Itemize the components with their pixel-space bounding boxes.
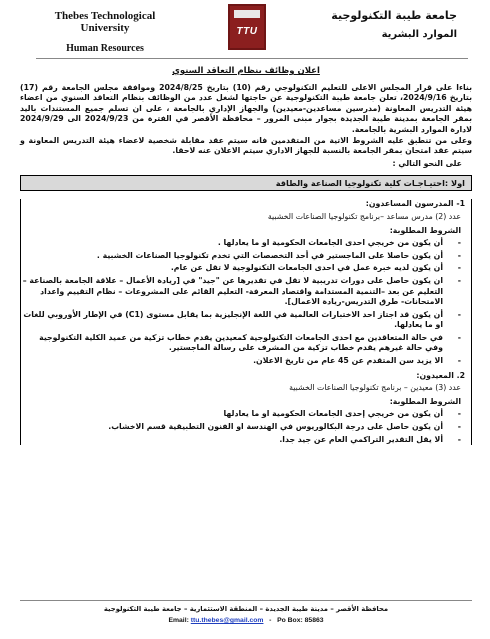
logo-graduation-cap-icon <box>234 10 260 18</box>
condition-item: - ان يكون حاصل على دورات تدريبية لا تقل في تقديرها عن "جيد" في [ريادة الأعمال – علاقة الجامعة بالصناعة – التعليم عن بعد –التنمية المستدامة واقتصاد المعرفة- التعليم القائم على المشروعات – نظام التقييم واعداد الامتحانات- طرق التدريس-ريادة الاعمال]. <box>21 276 443 308</box>
footer <box>20 604 472 626</box>
footer-divider <box>20 600 472 601</box>
email-link[interactable]: ttu.thebes@gmail.com <box>190 617 264 624</box>
condition-item: - أن يكون قد اجتاز احد الاختبارات العالمية في اللغة الإنجليزية بما يقابل مستوى (C1) في الإطار الأوروبي للغات او ما يعادلها. <box>21 310 443 331</box>
footer-address: محافظة الأقصر – مدينة طيبة الجديدة – المنطقة الاستثمارية – جامعة طيبة التكنولوجية <box>103 605 389 613</box>
pobox: Po Box: 85863 <box>277 617 324 624</box>
department-name-en: Human Resources <box>66 43 144 54</box>
group-heading: 1- المدرسون المساعدون: <box>365 199 465 209</box>
intro-paragraph: وعلى من تنطبق عليه الشروط الاتية من المتقدمين فانه سيتم عقد مقابلة شخصية لاعضاء هيئة التدريس المعاونة و سيتم عقد امتحان بمقر الجامعة بالنسبة للجهاز الاداري سيتم الاعلان عنه لاحقا. <box>20 135 472 156</box>
condition-item: - أن يكون حاصلا على الماجستير في أحد التخصصات التي تخدم تكنولوجيا الصناعات الخشبية . <box>21 251 443 262</box>
announcement-body <box>20 66 472 447</box>
conditions-heading: الشروط المطلوبة: <box>389 396 461 406</box>
conditions-heading: الشروط المطلوبة: <box>389 225 461 235</box>
header-divider <box>36 58 468 59</box>
condition-item: - الا يزيد سن المتقدم عن 45 عام من تاريخ الاعلان. <box>21 356 443 367</box>
university-logo <box>228 4 266 50</box>
footer-contact: Email: ttu.thebes@gmail.com - Po Box: 85863 <box>168 617 324 624</box>
university-name-ar: جامعة طيبة التكنولوجية <box>331 9 457 22</box>
condition-item: - ألا يقل التقدير التراكمي العام عن جيد جدا. <box>21 435 443 446</box>
email-label: Email: <box>168 617 189 624</box>
intro-paragraphs <box>20 83 472 157</box>
condition-item: - أن يكون من خريجي احدى الجامعات الحكومية او ما يعادلها . <box>21 238 443 249</box>
conditions-list <box>21 238 471 367</box>
lead-line: على النحو التالي : <box>392 158 462 168</box>
condition-item: - أن يكون حاصل على درجة البكالوريوس في الهندسة او الفنون التطبيقية قسم الاخشاب. <box>21 422 443 433</box>
conditions-list <box>21 409 471 445</box>
intro-paragraph: بناءا على قرار المجلس الاعلى للتعليم التكنولوجي رقم (10) بتاريخ 2024/8/25 وموافقة مجلس الجامعة رقم (17) بتاريخ 2024/9/16، تعلن جامعة طيبة التكنولوجية عن حاجتها لشغل عدد من الوظائف بنظام التعاقد السنوي من اعضاء هيئة التدريس المعاونة (مدرسين مساعدين-معيدين) والجهاز الإداري بالجامعة ، على ان تسلم جميع المستندات باليد بمقر الجامعة بمدينة طيبة الجديدة بجوار مبنى المرور – محافظة الأقصر في الفترة من 2024/9/23 الى 2024/9/29 لادارة الموارد البشرية بالجامعة. <box>20 82 472 134</box>
header-english <box>30 10 180 54</box>
header-arabic <box>327 9 457 40</box>
logo-text: TTU <box>236 26 258 37</box>
condition-item: - أن يكون من خريجي إحدى الجامعات الحكومية او ما يعادلها <box>21 409 443 420</box>
condition-item: - أن يكون لديه خبرة عمل في احدى الجامعات التكنولوجية لا تقل عن عام. <box>21 263 443 274</box>
department-name-ar: الموارد البشرية <box>381 29 457 40</box>
group-note: عدد (2) مدرس مساعد –برنامج تكنولوجيا الصناعات الخشبية <box>267 211 461 221</box>
letterhead <box>0 0 490 58</box>
announcement-title: اعلان وظائف بنظام التعاقد السنوي <box>172 66 320 76</box>
university-name-en: Thebes Technological University <box>54 10 156 34</box>
group-heading: 2. المعيدون: <box>416 370 465 380</box>
condition-item: - في حالة المتعاقدين مع احدى الجامعات التكنولوجية كمعيدين يقدم خطاب تزكية من عميد الكلية التكنولوجية وفي حالة غيرهم يقدم خطاب تزكية من المشرف على رسالة الماجستير. <box>21 333 443 354</box>
section-heading: اولا :احتيـاجـات كلية تكنولوجيا الصناعة والطاقة <box>20 175 472 191</box>
section-content <box>20 199 472 445</box>
group-note: عدد (3) معيدين – برنامج تكنولوجيا الصناعات الخشبية <box>289 383 461 393</box>
